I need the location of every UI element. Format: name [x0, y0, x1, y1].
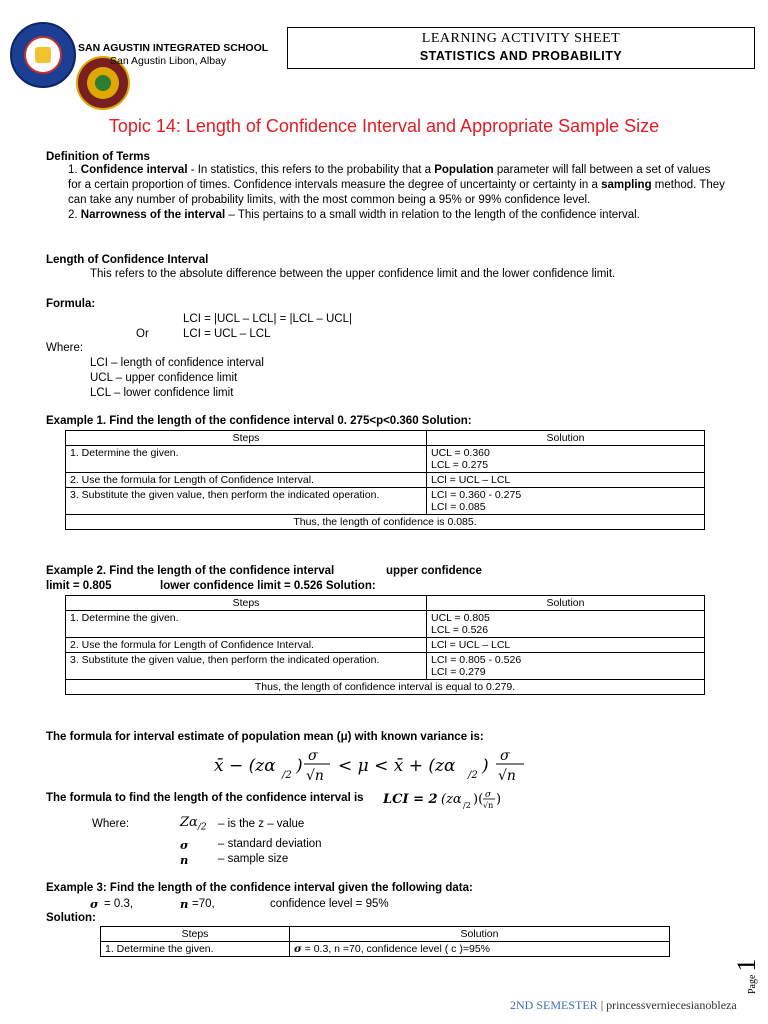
example2-text-d: lower confidence limit = 0.526 Solution: — [160, 580, 376, 592]
svg-text:σ: σ — [500, 748, 510, 764]
svg-text:< μ < x̄ + (zα: < μ < x̄ + (zα — [338, 756, 456, 776]
ex3-cl: confidence level = 95% — [270, 898, 389, 910]
table-row: 1. Determine the given. UCL = 0.360 LCL = 0.275 — [66, 446, 705, 473]
length-text: This refers to the absolute difference between the upper confidence limit and the lower confidence limit. — [90, 268, 616, 280]
sigma-symbol: σ — [180, 838, 189, 852]
n-symbol: n — [180, 853, 189, 867]
example3-text: Example 3: Find the length of the confidence interval given the following data: — [46, 882, 473, 894]
table-row: 2. Use the formula for Length of Confidence Interval. LCl = UCL – LCL — [66, 473, 705, 488]
table-row: 1. Determine the given. UCL = 0.805 LCL = 0.526 — [66, 611, 705, 638]
svg-text:): ) — [296, 756, 303, 776]
example2-table — [65, 595, 705, 695]
example2-text-a: Example 2. Find the length of the confidence interval — [46, 565, 335, 577]
length-formula-text: The formula to find the length of the confidence interval is — [46, 792, 364, 804]
svg-text:(zα: (zα — [441, 792, 462, 807]
example1-text: Example 1. Find the length of the confidence interval 0. 275<p<0.360 Solution: — [46, 415, 472, 427]
col-solution: Solution — [427, 431, 705, 446]
interval-text: The formula for interval estimate of population mean (μ) with known variance is: — [46, 731, 484, 743]
where-lci: LCI – length of confidence interval — [90, 357, 264, 369]
svg-text:σ: σ — [485, 790, 492, 800]
example3-table — [100, 926, 670, 957]
interval-formula — [212, 744, 552, 789]
school-name: SAN AGUSTIN INTEGRATED SCHOOL — [78, 42, 269, 54]
svg-text:√n: √n — [306, 768, 324, 784]
svg-text:): ) — [482, 756, 489, 776]
formula-label: Formula: — [46, 298, 96, 310]
ex3-n: =70, — [192, 898, 215, 910]
topic-title: Topic 14: Length of Confidence Interval and Appropriate Sample Size — [108, 116, 660, 136]
header-box — [287, 27, 755, 69]
table-row: Thus, the length of confidence is 0.085. — [66, 515, 705, 530]
table-row: 2. Use the formula for Length of Confidence Interval. LCl = UCL – LCL — [66, 638, 705, 653]
svg-text:√n: √n — [483, 801, 494, 810]
where-ucl: UCL – upper confidence limit — [90, 372, 238, 384]
svg-text:x̄ − (zα: x̄ − (zα — [214, 756, 276, 776]
col-steps: Steps — [101, 927, 290, 942]
n-desc: – sample size — [218, 853, 289, 865]
svg-text:): ) — [496, 792, 502, 807]
length-formula-svg — [383, 784, 503, 812]
svg-text:/2: /2 — [468, 770, 478, 781]
definitions-heading: Definition of Terms — [46, 151, 150, 163]
sheet-subtitle: STATISTICS AND PROBABILITY — [419, 49, 623, 63]
example2-text-c: limit = 0.805 — [46, 580, 112, 592]
table-row: Thus, the length of confidence interval is equal to 0.279. — [66, 680, 705, 695]
sheet-title: LEARNING ACTIVITY SHEET — [421, 31, 621, 46]
col-steps: Steps — [66, 596, 427, 611]
page-number: Page 1 — [732, 958, 761, 994]
formula-or: Or — [136, 328, 149, 340]
deped-logo — [10, 22, 76, 88]
ex3-sigma: = 0.3, — [104, 898, 134, 910]
definition-2: 2. Narrowness of the interval – This pertains to a small width in relation to the length of the confidence interval. — [68, 209, 640, 221]
svg-text:LCI = 2: LCI = 2 — [383, 792, 438, 807]
table-row: 3. Substitute the given value, then perform the indicated operation. LCI = 0.360 - 0.275 LCI = 0.085 — [66, 488, 705, 515]
where2-label: Where: — [92, 818, 130, 830]
footer-semester: 2ND SEMESTER — [510, 998, 598, 1012]
svg-text:/2: /2 — [463, 801, 471, 810]
svg-text:√n: √n — [498, 768, 516, 784]
svg-text:/2: /2 — [282, 770, 292, 781]
footer: 2ND SEMESTER | princessverniecesianobleza — [510, 998, 737, 1012]
z-symbol: $Z\alpha_{/2}$ — [180, 815, 207, 833]
formula-line2: LCI = UCL – LCL — [183, 328, 271, 340]
table-row: 3. Substitute the given value, then perform the indicated operation. LCI = 0.805 - 0.526 LCI = 0.279 — [66, 653, 705, 680]
svg-text:σ: σ — [308, 748, 318, 764]
where-lcl: LCL – lower confidence limit — [90, 387, 234, 399]
table-row: 1. Determine the given. σ = 0.3, n =70, confidence level ( c )=95% — [101, 942, 670, 957]
formula-line1: LCI = |UCL – LCL| = |LCL – UCL| — [183, 313, 352, 325]
example2-text-b: upper confidence — [386, 565, 482, 577]
definition-1: 1. Confidence interval - In statistics, this refers to the probability that a Population parameter will fall between a set of values for a certain proportion of times. Confidence intervals measure the degree of uncertainty or certainty in a sampling method. They can take any number of probability limits, with the most common being a 95% or 99% confidence level. — [68, 164, 725, 206]
interval-formula-svg — [212, 744, 552, 786]
sigma-desc: – standard deviation — [218, 838, 322, 850]
svg-text:)(: )( — [473, 792, 484, 807]
length-formula — [383, 784, 503, 815]
z-desc: – is the z – value — [218, 818, 305, 830]
school-address: San Agustin Libon, Albay — [110, 55, 227, 67]
example1-table — [65, 430, 705, 530]
ex3-solution: Solution: — [46, 912, 96, 924]
footer-author: princessverniecesianobleza — [606, 998, 737, 1012]
col-solution: Solution — [290, 927, 670, 942]
where-label: Where: — [46, 342, 84, 354]
ex3-sigma-symbol: σ — [90, 897, 99, 911]
definitions — [46, 151, 726, 223]
col-solution: Solution — [427, 596, 705, 611]
col-steps: Steps — [66, 431, 427, 446]
ex3-n-symbol: n — [180, 897, 189, 911]
length-heading: Length of Confidence Interval — [46, 254, 209, 266]
